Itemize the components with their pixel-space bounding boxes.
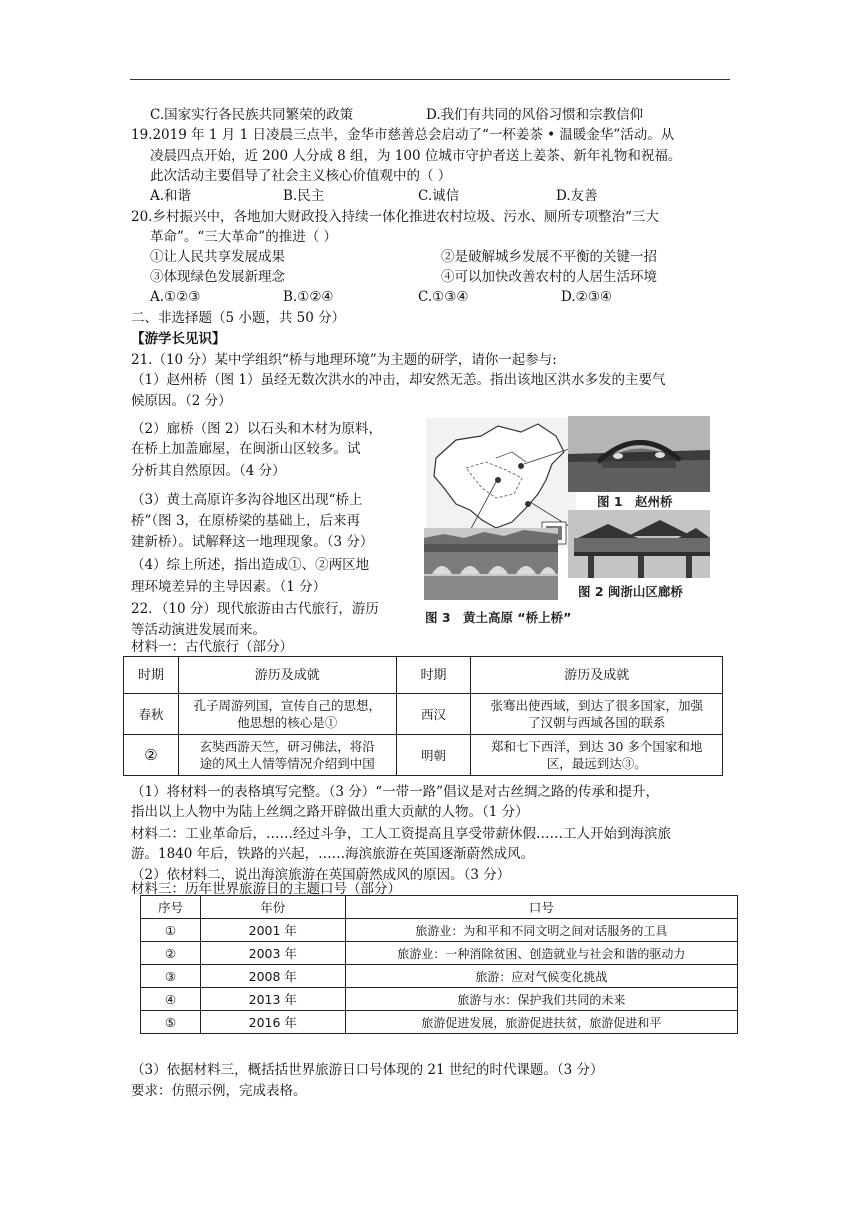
table-cell: 2013 年 (200, 988, 345, 1011)
cell-line: 了汉朝与西域各国的联系 (527, 715, 666, 730)
q19-option-b: B.民主 (283, 188, 325, 204)
q21-part2-line3: 分析其自然原因。（4 分） (131, 463, 286, 479)
instruction: 要求：仿照示例，完成表格。 (131, 1083, 307, 1099)
zhaozhou-bridge-photo (568, 416, 710, 492)
cell-line: 区，最远到达③。 (546, 756, 647, 771)
bridge-on-bridge-photo (424, 528, 558, 600)
cell-line: 孔子周游列国，宣传自己的思想， (193, 698, 381, 713)
header-rule (130, 79, 730, 80)
table-row (141, 965, 738, 988)
section-heading: 二、非选择题（5 小题，共 50 分） (131, 310, 346, 326)
table-cell: ② (141, 942, 201, 965)
cell-line: 途的风土人情等情况介绍到中国 (199, 756, 375, 771)
q20-option-c: C.①③④ (418, 289, 469, 305)
q21-part3-line1: （3）黄土高原许多沟谷地区出现“桥上 (131, 492, 363, 508)
q22-part1-line2: 指出以上人物中为陆上丝绸之路开辟做出重大贡献的人物。（1 分） (131, 804, 529, 820)
q22-intro-line1: 22．（10 分）现代旅游由古代旅行，游历 (131, 601, 379, 617)
ancient-travel-table (123, 656, 723, 776)
table-cell: 旅游业：一种消除贫困、创造就业与社会和谐的驱动力 (345, 942, 737, 965)
material-2-line2: 游。1840 年后，铁路的兴起，……海滨旅游在英国逐渐蔚然成风。 (131, 846, 535, 862)
q22-part1-line1: （1）将材料一的表格填写完整。（3 分）“一带一路”倡议是对古丝绸之路的传承和提升， (131, 784, 660, 800)
table-row (124, 694, 723, 735)
cell-line: 他思想的核心是① (237, 715, 338, 730)
table-cell: ④ (141, 988, 201, 1011)
q19-line-3: 此次活动主要倡导了社会主义核心价值观中的（ ） (150, 168, 452, 184)
q20-item-3: ③体现绿色发展新理念 (150, 269, 285, 285)
table-cell (471, 694, 723, 735)
material-3-label: 材料三：历年世界旅游日的主题口号（部分） (131, 881, 401, 897)
table-cell: 2003 年 (200, 942, 345, 965)
q22-intro-line2: 等活动演进发展而来。 (131, 622, 266, 638)
table-header-row (141, 896, 738, 919)
table-row (124, 735, 723, 776)
table-cell: 春秋 (124, 694, 179, 735)
table-cell: 旅游：应对气候变化挑战 (345, 965, 737, 988)
table-header-cell: 游历及成就 (178, 657, 396, 694)
q21-part1-line1: （1）赵州桥（图 1）虽经无数次洪水的冲击，却安然无恙。指出该地区洪水多发的主要气 (131, 372, 666, 388)
table-cell: ② (124, 735, 179, 776)
q21-part2-line2: 在桥上加盖廊屋，在闽浙山区较多。试 (131, 441, 361, 457)
table-header-cell: 时期 (396, 657, 471, 694)
q19-option-d: D.友善 (556, 188, 598, 204)
table-cell: ③ (141, 965, 201, 988)
q19-option-c: C.诚信 (418, 188, 460, 204)
q20-line-2: 革命”。“三大革命”的推进（ ） (150, 229, 337, 245)
cell-line: 张骞出使西域，到达了很多国家，加强 (490, 698, 703, 713)
q20-line-1: 20.乡村振兴中，各地加大财政投入持续一体化推进农村垃圾、污水、厕所专项整治“三大 (131, 209, 659, 225)
table-header-row (124, 657, 723, 694)
covered-bridge-photo (568, 510, 710, 578)
q22-part2: （2）依材料二，说出海滨旅游在英国蔚然成风的原因。（3 分） (131, 867, 511, 883)
table-cell: 旅游业：为和平和不同文明之间对话服务的工具 (345, 919, 737, 942)
topic-heading: 【游学长见识】 (131, 331, 226, 347)
cell-line: 玄奘西游天竺，研习佛法，将沿 (199, 739, 375, 754)
figure-1-caption: 图 1 赵州桥 (597, 494, 673, 509)
q20-option-d: D.②③④ (561, 289, 612, 305)
table-cell: 明朝 (396, 735, 471, 776)
q20-item-2: ②是破解城乡发展不平衡的关键一招 (441, 249, 657, 265)
q19-line-1: 19.2019 年 1 月 1 日凌晨三点半，金华市慈善总会启动了“一杯姜茶 • 温暖金华”活动。从 (131, 127, 675, 143)
tourism-slogan-table (140, 895, 738, 1034)
table-header-cell: 游历及成就 (471, 657, 723, 694)
table-cell: 2016 年 (200, 1011, 345, 1034)
q20-option-a: A.①②③ (150, 289, 201, 305)
table-row (141, 988, 738, 1011)
bridge-figure (422, 412, 714, 634)
q21-part2-line1: （2）廊桥（图 2）以石头和木材为原料， (131, 421, 382, 437)
q21-part1-line2: 候原因。（2 分） (131, 393, 232, 409)
option-d-q18: D.我们有共同的风俗习惯和宗教信仰 (426, 107, 644, 123)
table-row (141, 1011, 738, 1034)
option-c-q18: C.国家实行各民族共同繁荣的政策 (150, 107, 354, 123)
table-header-cell: 口号 (345, 896, 737, 919)
table-header-cell: 年份 (200, 896, 345, 919)
q20-item-1: ①让人民共享发展成果 (150, 249, 285, 265)
table-cell (178, 735, 396, 776)
q19-line-2: 凌晨四点开始，近 200 人分成 8 组，为 100 位城市守护者送上姜茶、新年礼物和祝福。 (150, 148, 682, 164)
table-cell: ① (141, 919, 201, 942)
cell-line: 郑和七下西洋，到达 30 多个国家和地 (491, 739, 703, 754)
table-row (141, 919, 738, 942)
material-2-line1: 材料二：工业革命后，……经过斗争，工人工资提高且享受带薪休假……工人开始到海滨旅 (131, 826, 671, 842)
table-cell (178, 694, 396, 735)
figure-2-caption: 图 2 闽浙山区廊桥 (578, 584, 683, 599)
q21-intro: 21.（10 分）某中学组织“桥与地理环境”为主题的研学，请你一起参与: (131, 352, 557, 368)
material-1-label: 材料一：古代旅行（部分） (131, 639, 293, 655)
table-header-cell: 时期 (124, 657, 179, 694)
table-cell: 2001 年 (200, 919, 345, 942)
table-header-cell: 序号 (141, 896, 201, 919)
table-cell: 2008 年 (200, 965, 345, 988)
table-cell (471, 735, 723, 776)
table-cell: 西汉 (396, 694, 471, 735)
table-cell: 旅游促进发展，旅游促进扶贫，旅游促进和平 (345, 1011, 737, 1034)
q20-item-4: ④可以加快改善农村的人居生活环境 (441, 269, 657, 285)
table-row (141, 942, 738, 965)
table-cell: 旅游与水：保护我们共同的未来 (345, 988, 737, 1011)
q20-option-b: B.①②④ (283, 289, 334, 305)
q21-part4-line1: （4）综上所述，指出造成①、②两区地 (131, 557, 370, 573)
table-cell: ⑤ (141, 1011, 201, 1034)
q21-part3-line3: 建新桥）。试解释这一地理现象。（3 分） (131, 534, 374, 550)
q19-option-a: A.和谐 (150, 188, 192, 204)
q22-part3: （3）依据材料三，概括括世界旅游日口号体现的 21 世纪的时代课题。（3 分） (131, 1062, 604, 1078)
q21-part4-line2: 理环境差异的主导因素。（1 分） (131, 579, 327, 595)
figure-3-caption: 图 3 黄土高原 “桥上桥” (425, 610, 572, 625)
q21-part3-line2: 桥”（图 3，在原桥梁的基础上，后来再 (131, 513, 361, 529)
